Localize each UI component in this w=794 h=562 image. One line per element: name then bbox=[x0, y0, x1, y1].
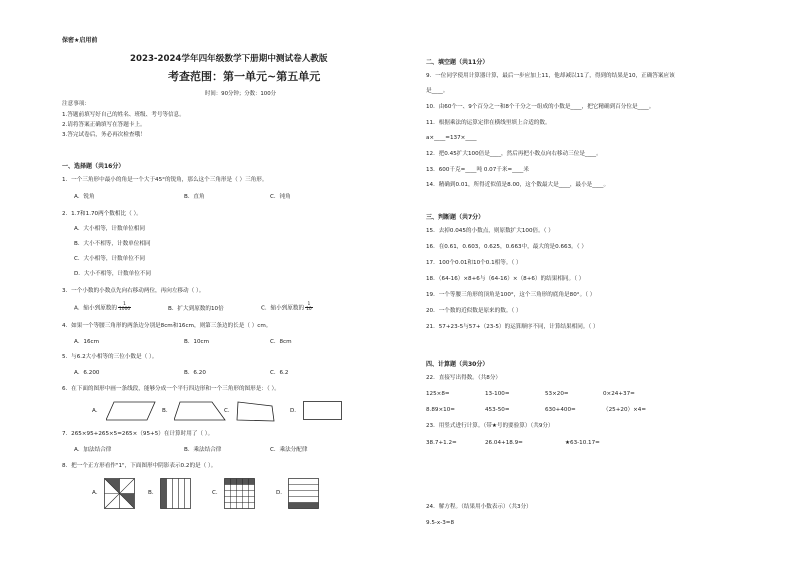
q3-option-c: C．缩小到原数的 $\frac{1}{10}$ bbox=[261, 302, 312, 313]
question-13: 13．600千克=____吨 0.07千米=____米 bbox=[426, 167, 529, 173]
q5-option-a: A．6.200 bbox=[74, 370, 100, 376]
question-12: 12．把0.45扩大100倍是____，然后再把小数点向右移动三位是____。 bbox=[426, 151, 602, 157]
q3-option-a: A．缩小到原数的 $\frac{1}{1000}$ bbox=[74, 302, 131, 313]
question-3: 3．一个小数的小数点先向右移动两位，再向左移动（ ）。 bbox=[62, 288, 205, 294]
question-8: 8．把一个正方形看作"1"，下面图形中阴影表示0.2的是（ ）。 bbox=[62, 463, 217, 469]
secret-mark: 保密★启用前 bbox=[62, 37, 98, 44]
calc-item: 26.04+18.9= bbox=[485, 440, 523, 446]
section-heading: 三、判断题（共7分） bbox=[426, 214, 485, 221]
note-item: 1.答题前填写好自己的姓名、班级、考号等信息。 bbox=[62, 112, 185, 118]
question-7: 7．265×95+265×5=265×（95+5）在计算时用了（ ）。 bbox=[62, 431, 214, 437]
square-radial-shape bbox=[104, 478, 136, 510]
q4-option-b: B．10cm bbox=[184, 339, 210, 345]
calc-item: 8.89×10= bbox=[426, 407, 455, 413]
section-heading: 一、选择题（共16分） bbox=[62, 163, 125, 170]
q8-label-a: A． bbox=[92, 490, 102, 496]
q2-option-c: C．大小相等，计数单位不同 bbox=[74, 256, 146, 262]
calc-item: 53×20= bbox=[545, 391, 569, 397]
q6-label-c: C． bbox=[224, 408, 234, 414]
q1-option-a: A．锐角 bbox=[74, 194, 95, 200]
exam-subtitle: 考查范围：第一单元~第五单元 bbox=[168, 70, 321, 83]
q5-option-c: C．6.2 bbox=[270, 370, 289, 376]
q8-label-b: B． bbox=[148, 490, 158, 496]
calc-item: 125×8= bbox=[426, 391, 450, 397]
question-18: 18．（64-16）×8+6与（64-16）×（8+6）的结果相同。（ ） bbox=[426, 276, 585, 282]
question-11: 11．根据乘法的运算定律在横线里填上合适的数。 bbox=[426, 120, 551, 126]
q2-option-d: D．大小不相等，计数单位不同 bbox=[74, 271, 152, 277]
calc-item: 38.7+1.2= bbox=[426, 440, 457, 446]
q8-label-c: C． bbox=[212, 490, 222, 496]
equation: 9.5-x-3=8 bbox=[426, 520, 455, 526]
question-4: 4．如果一个等腰三角形的两条边分别是8cm和16cm，则第三条边的长是（ ）cm。 bbox=[62, 323, 272, 329]
q2-option-b: B．大小不相等，计数单位相同 bbox=[74, 241, 151, 247]
q1-option-b: B．直角 bbox=[184, 194, 205, 200]
parallelogram-shape bbox=[106, 401, 156, 421]
question-15: 15．去掉0.045的小数点，则原数扩大100倍。（ ） bbox=[426, 228, 554, 234]
question-19: 19．一个等腰三角形的顶角是100°，这个三角形的底角是80°。（ ） bbox=[426, 292, 596, 298]
rectangle-shape bbox=[303, 401, 343, 421]
question-20: 20．一个数的近似数是原来的数。（ ） bbox=[426, 308, 522, 314]
q6-label-d: D． bbox=[290, 408, 300, 414]
section-heading: 四、计算题（共30分） bbox=[426, 361, 489, 368]
question-16: 16．在0.61，0.603，0.625，0.663中，最大的是0.663。（ ） bbox=[426, 244, 587, 250]
notes-heading: 注意事项： bbox=[62, 101, 90, 107]
q7-option-a: A．加法结合律 bbox=[74, 447, 112, 453]
question-1: 1．一个三角形中最小的角是一个大于45°的锐角，那么这个三角形是（ ）三角形。 bbox=[62, 177, 268, 183]
q7-option-c: C．乘法分配律 bbox=[270, 447, 308, 453]
calc-item: 453-50= bbox=[485, 407, 510, 413]
question-5: 5．与6.2大小相等的三位小数是（ ）。 bbox=[62, 354, 158, 360]
question-9-cont: 是____。 bbox=[426, 88, 449, 94]
calc-item: （25+20）×4= bbox=[603, 407, 647, 413]
square-columns-shape bbox=[160, 478, 192, 510]
exam-title: 2023-2024学年四年级数学下册期中测试卷人教版 bbox=[130, 54, 328, 64]
question-2: 2．1.7和1.70两个数相比（ ）。 bbox=[62, 211, 142, 217]
calc-item: 0×24+37= bbox=[603, 391, 635, 397]
q8-label-d: D． bbox=[276, 490, 286, 496]
question-9: 9．一位同学使用计算器计算，最后一步应加上11，他却减以11了，得到的结果是10，正确答案应该 bbox=[426, 73, 675, 79]
fraction: $\frac{1}{10}$ bbox=[306, 302, 312, 313]
q3-option-b: B．扩大到原数的10倍 bbox=[168, 306, 224, 312]
question-6: 6．在下面的图形中画一条线段，能够分成一个平行四边形和一个三角形的图形是：（ ）。 bbox=[62, 386, 280, 392]
question-10: 10．由60个一、9个百分之一和8个千分之一组成的小数是____，把它精确到百分位是____。 bbox=[426, 104, 655, 110]
q6-label-a: A． bbox=[92, 408, 102, 414]
q2-option-a: A．大小相等，计数单位相同 bbox=[74, 226, 145, 232]
question-14: 14．精确到0.01，所得近似值是8.00，这个数最大是____，最小是____。 bbox=[426, 182, 610, 188]
square-rows-shape bbox=[288, 478, 320, 510]
section-heading: 二、填空题（共11分） bbox=[426, 59, 489, 66]
q5-option-b: B．6.20 bbox=[184, 370, 206, 376]
note-item: 2.请将答案正确填写在答题卡上。 bbox=[62, 122, 146, 128]
question-17: 17．100个0.01和10个0.1相等。（ ） bbox=[426, 260, 522, 266]
q4-option-c: C．8cm bbox=[270, 339, 292, 345]
question-24: 24．解方程。（结果用小数表示）（共3分） bbox=[426, 504, 532, 510]
square-grid-shape bbox=[224, 478, 256, 510]
q4-option-a: A．16cm bbox=[74, 339, 100, 345]
calc-item: ★63-10.17= bbox=[565, 440, 600, 446]
q1-option-c: C．钝角 bbox=[270, 194, 291, 200]
question-23: 23．用竖式进行计算。（带★号的要验算）（共9分） bbox=[426, 423, 554, 429]
note-item: 3.答完试卷后，务必再次检查哦！ bbox=[62, 132, 146, 138]
calc-item: 630+400= bbox=[545, 407, 576, 413]
fraction: $\frac{1}{1000}$ bbox=[118, 302, 131, 313]
question-11-cont: a×____=137×____ bbox=[426, 135, 477, 141]
question-21: 21．57+23-5与57+（23-5）的运算顺序不同，计算结果相同。（ ） bbox=[426, 324, 599, 330]
quadrilateral-shape bbox=[236, 400, 276, 422]
q6-label-b: B． bbox=[162, 408, 172, 414]
time-score: 时间：90分钟；分数：100分 bbox=[205, 91, 277, 97]
calc-item: 13-100= bbox=[485, 391, 510, 397]
q7-option-b: B．乘法结合律 bbox=[184, 447, 222, 453]
question-22: 22．直接写出得数。（共8分） bbox=[426, 375, 502, 381]
trapezoid-shape bbox=[174, 401, 226, 421]
